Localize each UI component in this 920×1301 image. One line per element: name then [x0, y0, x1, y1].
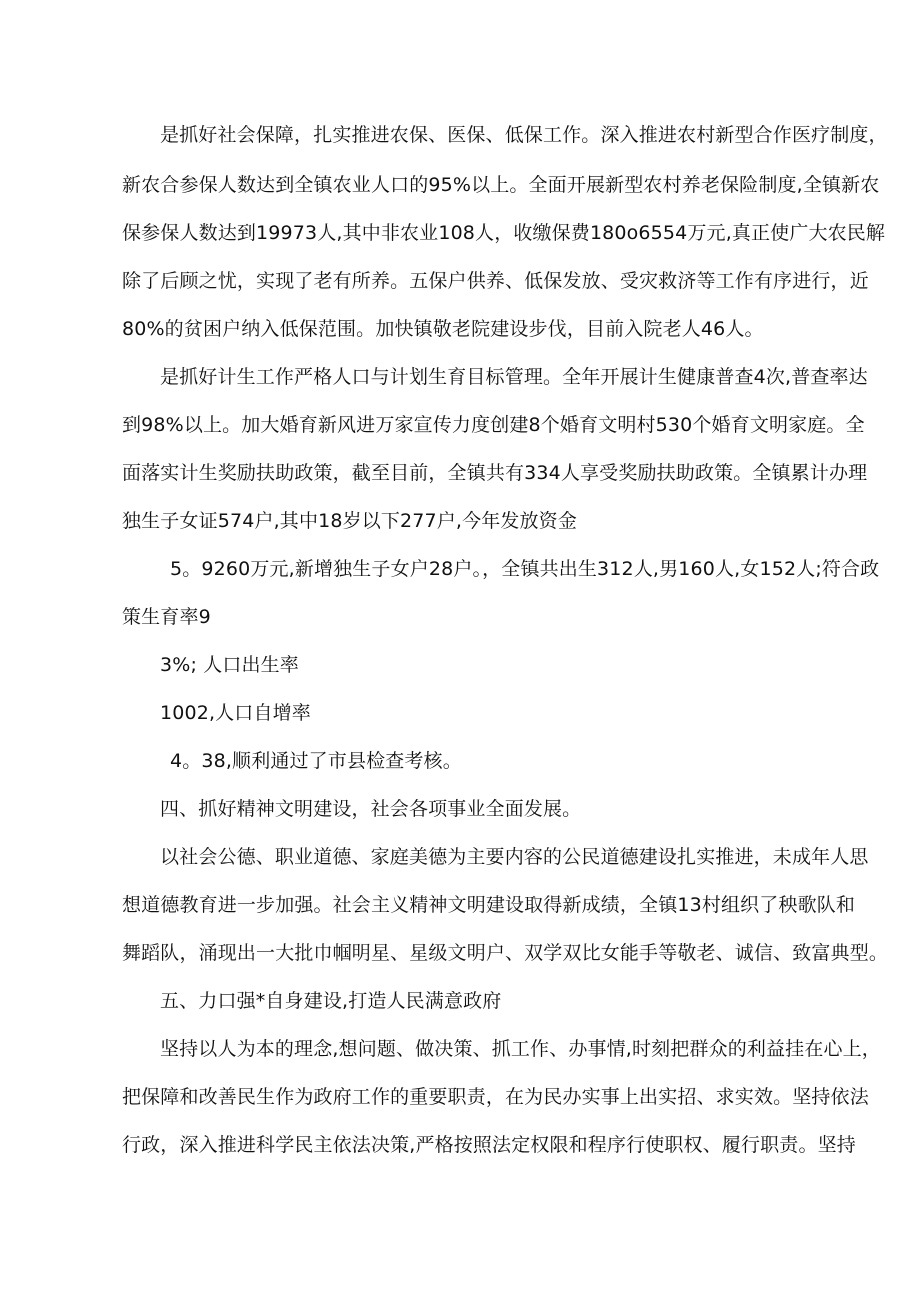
text-line: 4。38,顺利通过了市县检查考核。 — [170, 750, 462, 772]
text-line: 新农合参保人数达到全镇农业人口的95%以上。全面开展新型农村养老保险制度,全镇新农 — [122, 174, 880, 196]
section-heading: 四、抓好精神文明建设，社会各项事业全面发展。 — [160, 798, 582, 820]
text-line: 面落实计生奖励扶助政策，截至目前，全镇共有334人享受奖励扶助政策。全镇累计办理 — [122, 462, 868, 484]
text-line: 想道德教育进一步加强。社会主义精神文明建设取得新成绩，全镇13村组织了秧歌队和 — [122, 894, 856, 916]
text-line: 1002,人口自增率 — [160, 702, 311, 724]
text-line: 80%的贫困户纳入低保范围。加快镇敬老院建设步伐，目前入院老人46人。 — [122, 318, 764, 340]
text-line: 坚持以人为本的理念,想问题、做决策、抓工作、办事情,时刻把群众的利益挂在心上， — [160, 1038, 881, 1060]
text-line: 3%; 人口出生率 — [160, 654, 299, 676]
text-line: 舞蹈队，涌现出一大批巾帼明星、星级文明户、双学双比女能手等敬老、诚信、致富典型。 — [122, 942, 889, 964]
text-line: 保参保人数达到19973人,其中非农业108人，收缴保费180o6554万元,真正使广大农民解 — [122, 222, 886, 244]
section-heading: 五、力口强*自身建设,打造人民满意政府 — [160, 990, 502, 1012]
text-line: 5。9260万元,新增独生子女户28户。，全镇共出生312人,男160人,女152人;符合政 — [170, 558, 880, 580]
text-line: 行政，深入推进科学民主依法决策,严格按照法定权限和程序行使职权、履行职责。坚持 — [122, 1134, 856, 1156]
text-line: 策生育率9 — [122, 606, 211, 628]
text-line: 除了后顾之忧，实现了老有所养。五保户供养、低保发放、受灾救济等工作有序进行，近 — [122, 270, 869, 292]
text-line: 独生子女证574户,其中18岁以下277户,今年发放资金 — [122, 510, 577, 532]
text-line: 是抓好社会保障，扎实推进农保、医保、低保工作。深入推进农村新型合作医疗制度， — [160, 124, 888, 146]
text-line: 到98%以上。加大婚育新风进万家宣传力度创建8个婚育文明村530个婚育文明家庭。全 — [122, 414, 865, 436]
text-line: 以社会公德、职业道德、家庭美德为主要内容的公民道德建设扎实推进，未成年人思 — [160, 846, 869, 868]
text-line: 把保障和改善民生作为政府工作的重要职责，在为民办实事上出实招、求实效。坚持依法 — [122, 1086, 869, 1108]
text-line: 是抓好计生工作严格人口与计划生育目标管理。全年开展计生健康普查4次,普查率达 — [160, 366, 868, 388]
